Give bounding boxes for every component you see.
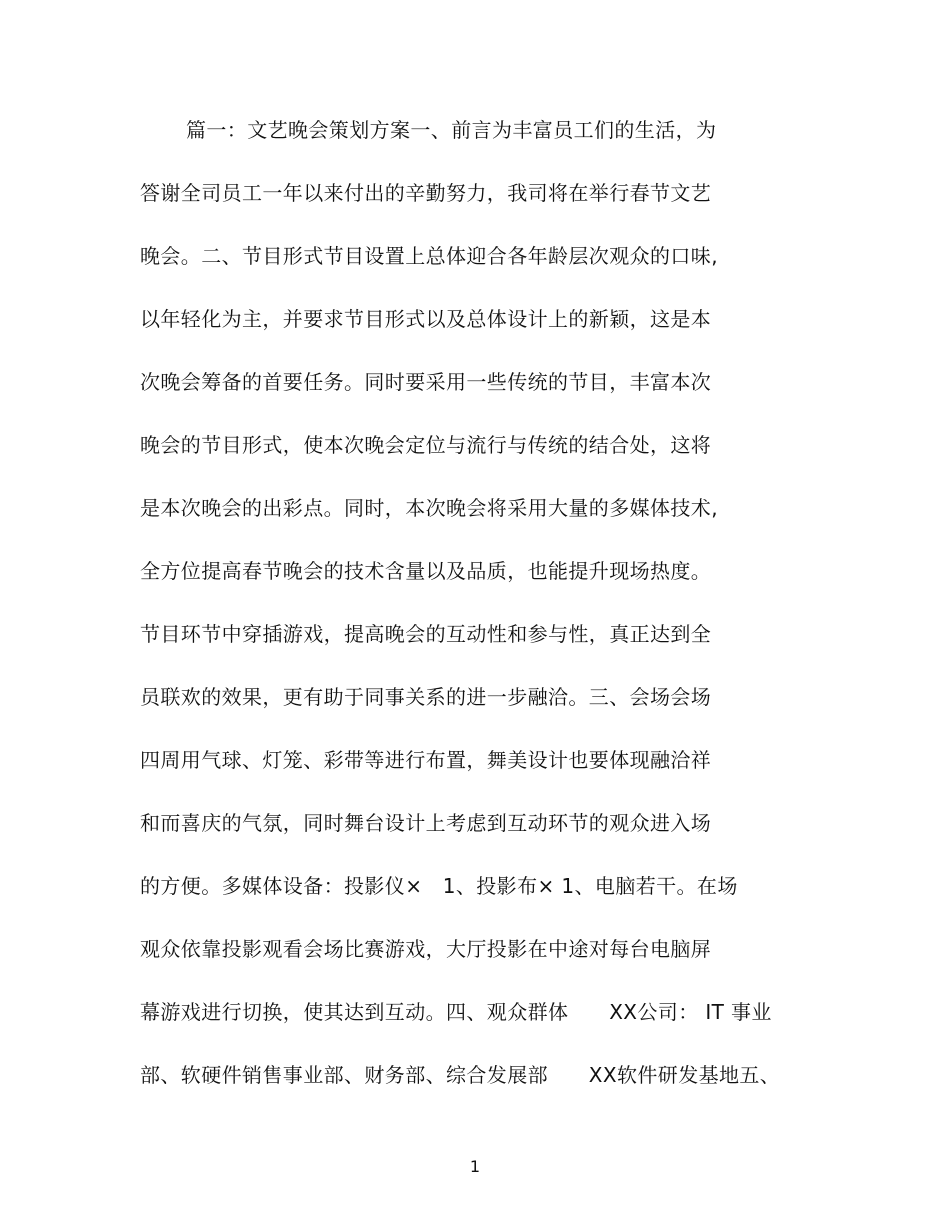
paragraph-line: 员联欢的效果，更有助于同事关系的进一步融洽。三、会场会场 xyxy=(140,685,712,709)
paragraph-line: 全方位提高春节晚会的技术含量以及品质，也能提升现场热度。 xyxy=(140,559,712,583)
paragraph-line: 和而喜庆的气氛，同时舞台设计上考虑到互动环节的观众进入场 xyxy=(140,811,712,835)
paragraph-line: 次晚会筹备的首要任务。同时要采用一些传统的节目，丰富本次 xyxy=(140,370,712,394)
paragraph-line: 以年轻化为主，并要求节目形式以及总体设计上的新颖，这是本 xyxy=(140,307,712,331)
paragraph-line: 部、软硬件销售事业部、财务部、综合发展部 XX软件研发基地五、 xyxy=(140,1063,781,1087)
paragraph-line: 晚会。二、节目形式节目设置上总体迎合各年龄层次观众的口味, xyxy=(140,244,718,268)
paragraph-line: 的方便。多媒体设备：投影仪× 1、投影布× 1、电脑若干。在场 xyxy=(140,874,738,898)
paragraph-line: 观众依靠投影观看会场比赛游戏，大厅投影在中途对每台电脑屏 xyxy=(140,937,712,961)
paragraph-line: 节目环节中穿插游戏，提高晚会的互动性和参与性，真正达到全 xyxy=(140,622,712,646)
paragraph-line: 四周用气球、灯笼、彩带等进行布置，舞美设计也要体现融洽祥 xyxy=(140,748,712,772)
paragraph-line: 晚会的节目形式，使本次晚会定位与流行与传统的结合处，这将 xyxy=(140,433,712,457)
paragraph-line: 篇一：文艺晚会策划方案一、前言为丰富员工们的生活，为 xyxy=(186,118,717,142)
paragraph-line: 幕游戏进行切换，使其达到互动。四、观众群体 XX公司： IT 事业 xyxy=(140,1000,772,1024)
page-number: 1 xyxy=(469,1157,481,1176)
paragraph-line: 是本次晚会的出彩点。同时，本次晚会将采用大量的多媒体技术, xyxy=(140,496,718,520)
paragraph-line: 答谢全司员工一年以来付出的辛勤努力，我司将在举行春节文艺 xyxy=(140,181,712,205)
